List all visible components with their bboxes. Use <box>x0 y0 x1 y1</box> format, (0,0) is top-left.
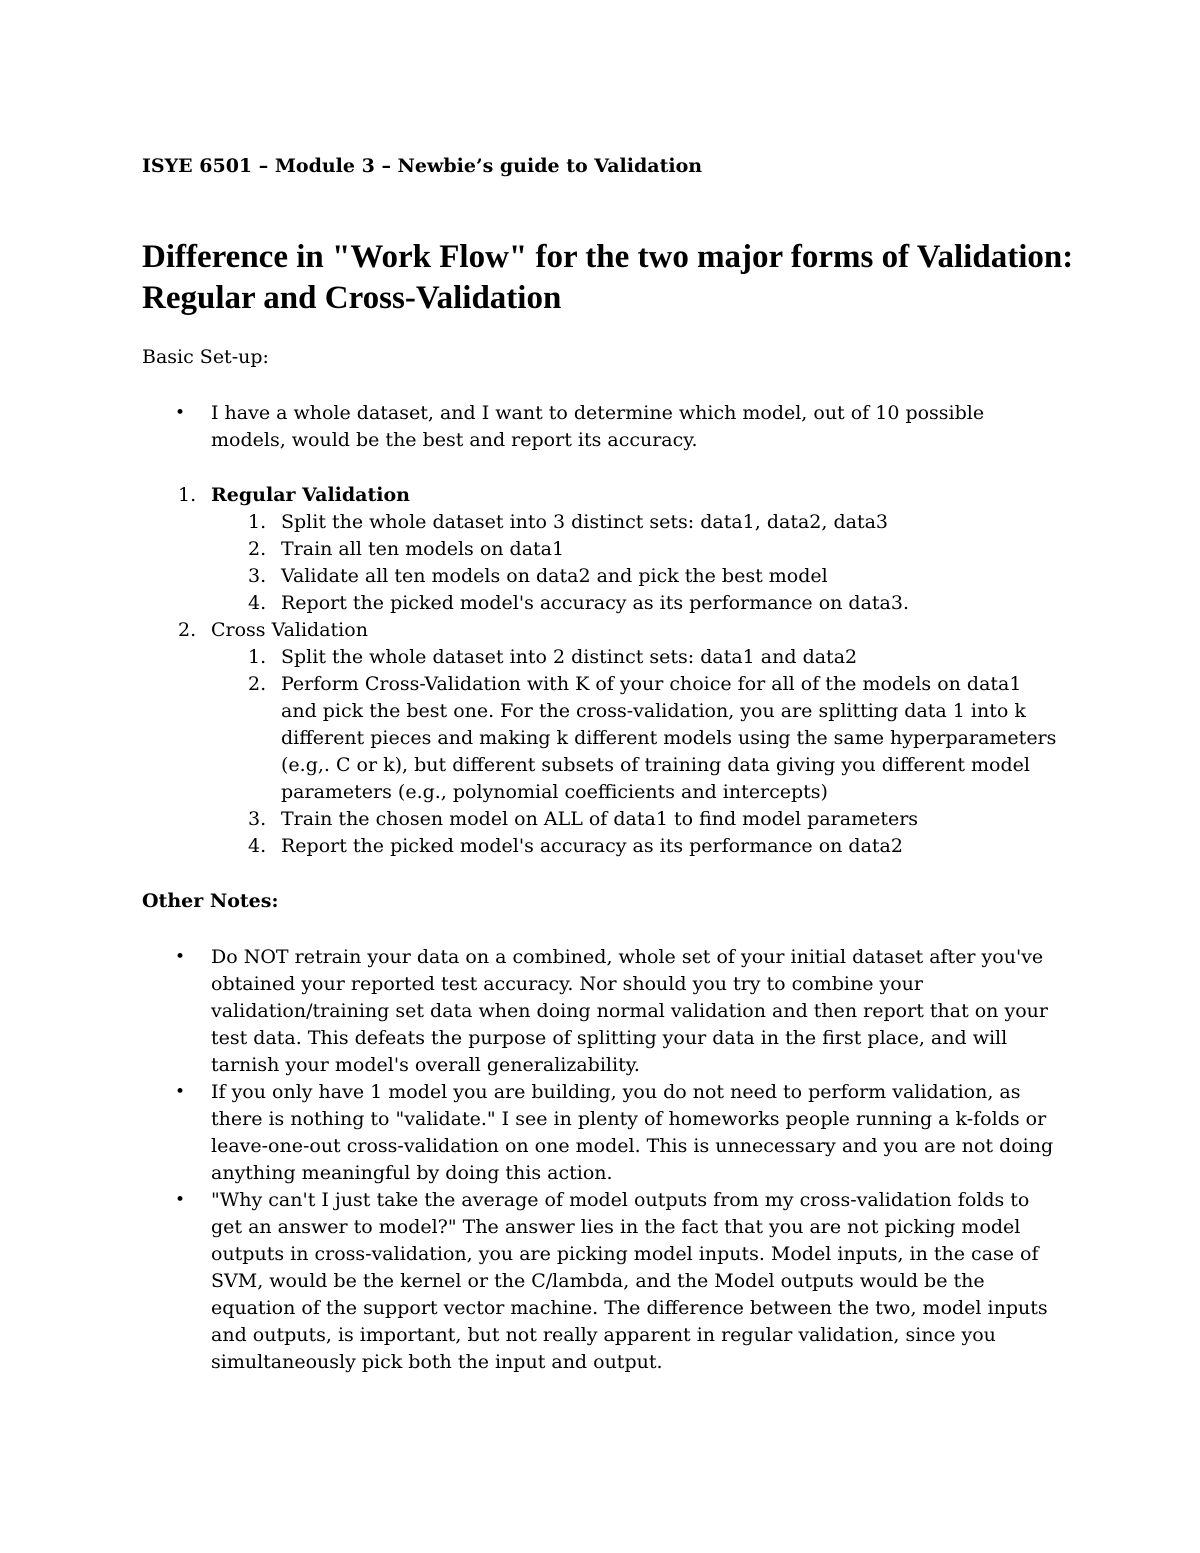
bullet-text: Do NOT retrain your data on a combined, whole set of your initial dataset after you've obtained your reported test accuracy. Nor should you try to combine your validation/training set data when doing normal validation and then report that on your test data. This defeats the purpose of splitting your data in the first place, and will tarnish your model's overall generalizability. <box>211 946 1048 1076</box>
bullet-icon: • <box>175 403 186 423</box>
bullet-text: If you only have 1 model you are building, you do not need to perform validation, as there is nothing to "validate." I see in plenty of homeworks people running a k-folds or leave-one-out cross-validation on one model. This is unnecessary and you are not doing anything meaningful by doing this action. <box>211 1081 1054 1184</box>
basic-setup-label: Basic Set-up: <box>142 346 269 368</box>
other-notes-label: Other Notes: <box>142 890 279 912</box>
bullet-text: I have a whole dataset, and I want to determine which model, out of 10 possible models, would be the best and report its accuracy. <box>211 402 985 451</box>
list-item <box>142 1187 1062 1376</box>
list-number: 1. <box>178 484 197 506</box>
step-text: Split the whole dataset into 2 distinct sets: data1 and data2 <box>281 646 858 668</box>
step-number: 4. <box>248 835 267 857</box>
list-item <box>211 563 1062 590</box>
list-item <box>211 644 1062 671</box>
step-text: Train all ten models on data1 <box>281 538 565 560</box>
page-title: Difference in "Work Flow" for the two major forms of Validation: Regular and Cross-Validation <box>142 239 1074 316</box>
other-notes-list <box>142 944 1062 1376</box>
step-text: Train the chosen model on ALL of data1 to find model parameters <box>281 808 919 830</box>
list-item <box>211 833 1062 860</box>
step-number: 3. <box>248 808 267 830</box>
step-number: 4. <box>248 592 267 614</box>
bullet-icon: • <box>175 1190 186 1210</box>
workflow-list <box>142 482 1062 860</box>
workflow-regular <box>142 482 1062 617</box>
workflow-steps <box>211 509 1062 617</box>
step-text: Perform Cross-Validation with K of your choice for all of the models on data1 and pick the best one. For the cross-validation, you are splitting data 1 into k different pieces and making k different models using the same hyperparameters (e.g,. C or k), but different subsets of training data giving you different model parameters (e.g., polynomial coefficients and intercepts) <box>281 673 1057 803</box>
basic-setup-list <box>142 400 1062 454</box>
step-number: 1. <box>248 511 267 533</box>
workflow-title: Regular Validation <box>211 484 410 506</box>
document-body <box>142 344 1062 1376</box>
step-text: Report the picked model's accuracy as its performance on data2 <box>281 835 903 857</box>
list-item <box>211 590 1062 617</box>
list-item <box>211 536 1062 563</box>
list-item <box>211 671 1062 806</box>
bullet-icon: • <box>175 947 186 967</box>
list-item <box>142 1079 1062 1187</box>
step-number: 2. <box>248 673 267 695</box>
bullet-text: "Why can't I just take the average of model outputs from my cross-validation folds to get an answer to model?" The answer lies in the fact that you are not picking model outputs in cross-validation, you are picking model inputs. Model inputs, in the case of SVM, would be the kernel or the C/lambda, and the Model outputs would be the equation of the support vector machine. The difference between the two, model inputs and outputs, is important, but not really apparent in regular validation, since you simultaneously pick both the input and output. <box>211 1189 1048 1373</box>
step-number: 3. <box>248 565 267 587</box>
workflow-cross <box>142 617 1062 860</box>
step-text: Validate all ten models on data2 and pick the best model <box>281 565 828 587</box>
workflow-steps <box>211 644 1062 860</box>
document-header: ISYE 6501 – Module 3 – Newbie’s guide to Validation <box>142 155 703 177</box>
bullet-icon: • <box>175 1082 186 1102</box>
step-number: 1. <box>248 646 267 668</box>
step-text: Split the whole dataset into 3 distinct sets: data1, data2, data3 <box>281 511 888 533</box>
list-number: 2. <box>178 619 197 641</box>
list-item <box>211 806 1062 833</box>
step-text: Report the picked model's accuracy as its performance on data3. <box>281 592 909 614</box>
list-item <box>211 509 1062 536</box>
list-item <box>142 944 1062 1079</box>
step-number: 2. <box>248 538 267 560</box>
list-item <box>142 400 1062 454</box>
workflow-title: Cross Validation <box>211 619 368 641</box>
